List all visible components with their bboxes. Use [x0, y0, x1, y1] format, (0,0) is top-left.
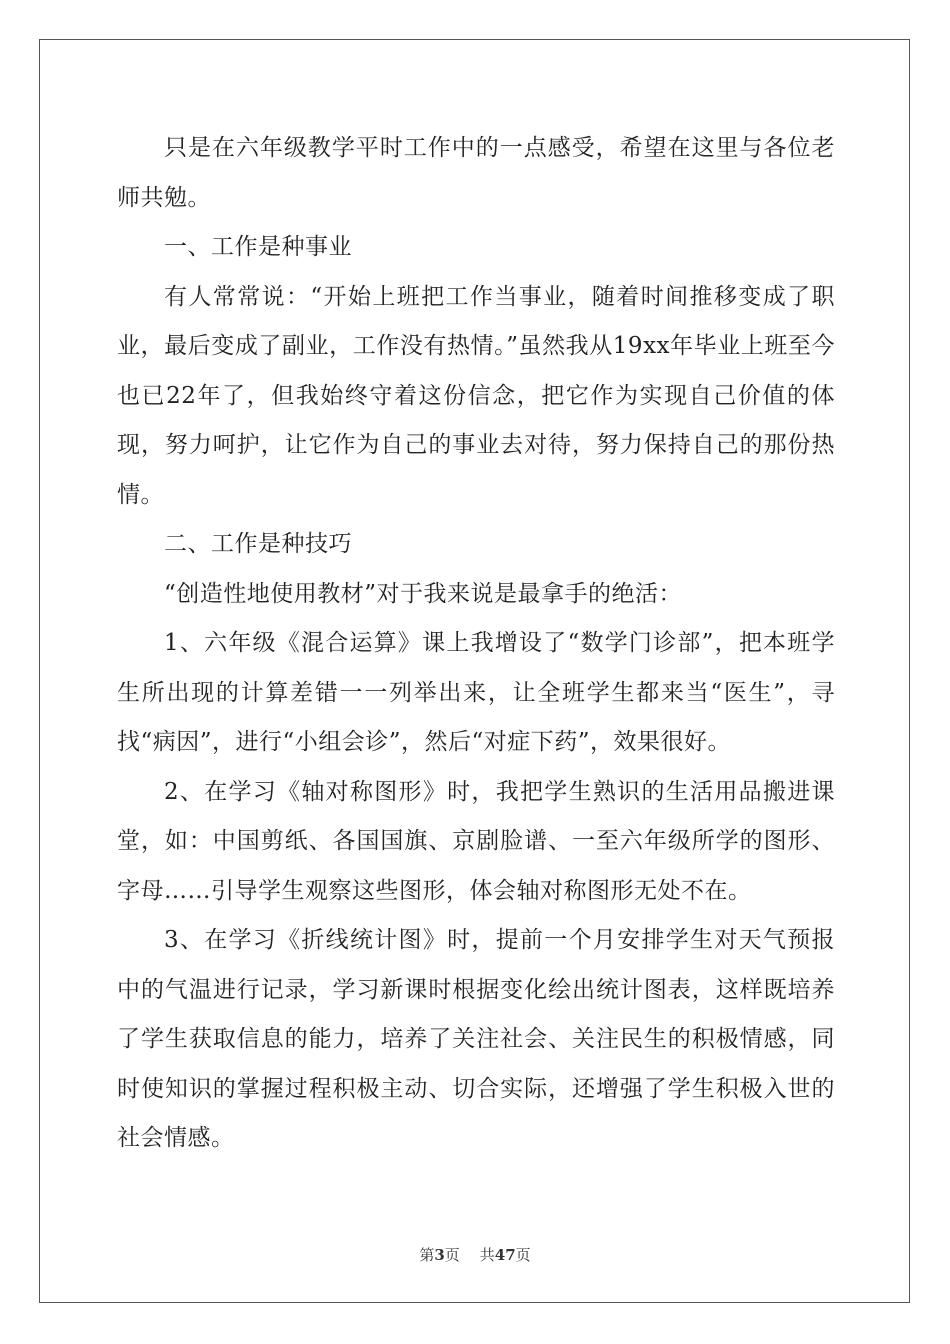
section-heading: 二、工作是种技巧: [164, 531, 352, 557]
page-number: 3: [434, 1246, 445, 1264]
total-prefix: 共: [479, 1246, 495, 1264]
section-heading: 一、工作是种事业: [164, 234, 352, 260]
page-footer: [0, 1244, 950, 1265]
paragraph: “创造性地使用教材”对于我来说是最拿手的绝活：: [164, 580, 683, 607]
page-suffix: 页: [444, 1246, 460, 1264]
paragraph: 只是在六年级教学平时工作中的一点感受，希望在这里与各位老师共勉。: [117, 135, 835, 211]
list-item: 1、六年级《混合运算》课上我增设了“数学门诊部”，把本班学生所出现的计算差错一一列举出来，让全班学生都来当“医生”，寻找“病因”，进行“小组会诊”，然后“对症下药”，效果很好。: [117, 630, 835, 755]
list-item: 3、在学习《折线统计图》时，提前一个月安排学生对天气预报中的气温进行记录，学习新课时根据变化绘出统计图表，这样既培养了学生获取信息的能力，培养了关注社会、关注民生的积极情感，同时使知识的掌握过程积极主动、切合实际，还增强了学生积极入世的社会情感。: [117, 927, 835, 1151]
page-prefix: 第: [419, 1246, 435, 1264]
total-pages: 47: [494, 1246, 516, 1264]
paragraph: 有人常常说：“开始上班把工作当事业，随着时间推移变成了职业，最后变成了副业，工作没有热情。”虽然我从19xx年毕业上班至今也已22年了，但我始终守着这份信念，把它作为实现自己价值的体现，努力呵护，让它作为自己的事业去对待，努力保持自己的那份热情。: [117, 283, 835, 508]
document-body: [117, 124, 835, 1164]
total-suffix: 页: [515, 1246, 531, 1264]
list-item: 2、在学习《轴对称图形》时，我把学生熟识的生活用品搬进课堂，如：中国剪纸、各国国旗、京剧脸谱、一至六年级所学的图形、字母……引导学生观察这些图形，体会轴对称图形无处不在。: [117, 778, 835, 904]
